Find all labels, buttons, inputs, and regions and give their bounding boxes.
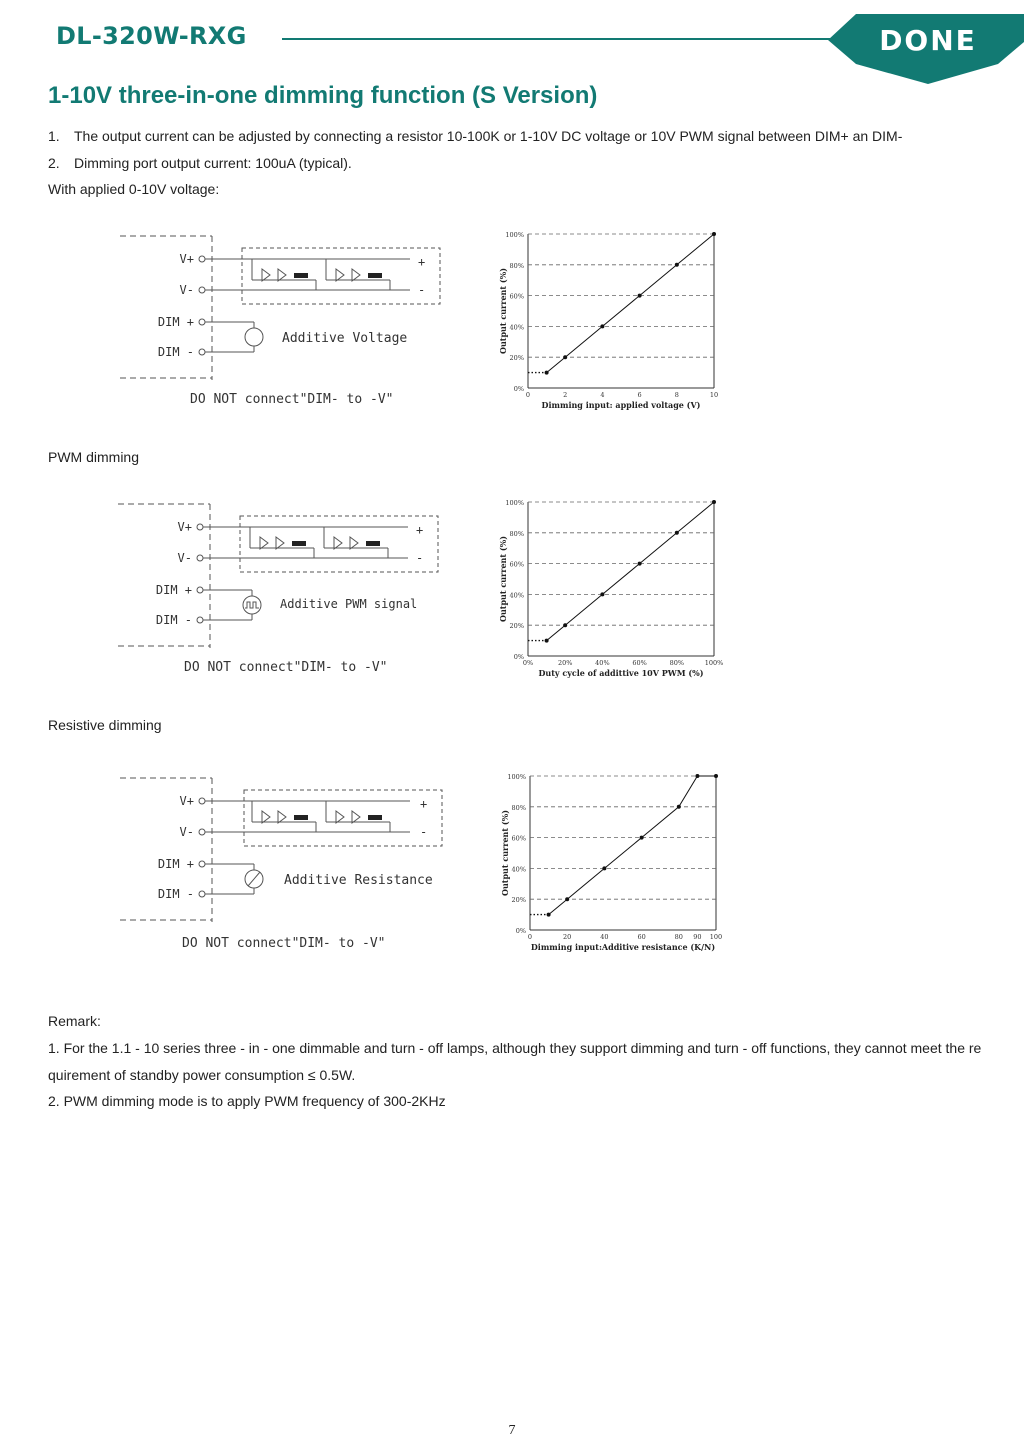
y-tick-label: 100%: [505, 499, 524, 507]
y-tick-label: 20%: [509, 622, 524, 631]
resistive-section-label: Resistive dimming: [48, 717, 162, 733]
data-point: [675, 263, 679, 267]
data-point: [602, 866, 606, 870]
y-tick-label: 0%: [513, 385, 524, 393]
terminal-dimminus: DIM -: [157, 345, 194, 359]
y-axis-label: Output current (%): [500, 809, 510, 897]
terminal-plus: +: [420, 797, 428, 811]
terminal-vplus: V+: [177, 520, 192, 534]
x-tick-label: 100: [709, 933, 723, 941]
applied-voltage-label: With applied 0-10V voltage:: [48, 181, 220, 197]
x-tick-label: 90: [693, 933, 702, 941]
chart-pwm: [494, 494, 730, 684]
warning-text: DO NOT connect"DIM- to -V": [190, 392, 394, 407]
data-point: [547, 913, 551, 917]
y-tick-label: 20%: [511, 896, 526, 905]
terminal-vminus: V-: [179, 825, 194, 839]
chart-voltage: [494, 226, 730, 416]
terminal-vminus: V-: [177, 551, 192, 565]
data-point: [677, 805, 681, 809]
x-tick-label: 4: [600, 391, 605, 399]
page-number: 7: [508, 1423, 516, 1438]
data-point: [600, 324, 604, 328]
data-point: [638, 562, 642, 566]
remark-item-1: 1. For the 1.1 - 10 series three - in - one dimmable and turn - off lamps, although they support dimming and turn - off functions, they cannot meet the re: [48, 1040, 982, 1056]
terminal-vplus: V+: [179, 794, 194, 808]
data-point: [712, 232, 716, 236]
series-line: [547, 502, 714, 641]
source-label: Additive Voltage: [282, 331, 408, 346]
y-tick-label: 100%: [505, 231, 524, 239]
wiring-diagram-voltage: [112, 228, 452, 413]
x-tick-label: 20%: [557, 659, 573, 667]
chart-resistance: [496, 768, 732, 958]
intro-item-1-number: 1.: [48, 128, 60, 144]
y-tick-label: 40%: [509, 591, 524, 600]
y-tick-label: 60%: [511, 834, 526, 843]
terminal-dimplus: DIM +: [157, 315, 194, 329]
warning-text: DO NOT connect"DIM- to -V": [182, 936, 386, 951]
x-tick-label: 40: [600, 933, 609, 941]
x-tick-label: 20: [563, 933, 572, 941]
x-tick-label: 10: [709, 391, 719, 399]
y-tick-label: 80%: [511, 803, 526, 812]
data-point: [675, 531, 679, 535]
data-point: [545, 371, 549, 375]
data-point: [600, 592, 604, 596]
data-point: [714, 774, 718, 778]
terminal-dimminus: DIM -: [157, 887, 194, 901]
y-tick-label: 80%: [509, 261, 524, 270]
terminal-dimplus: DIM +: [157, 857, 194, 871]
terminal-plus: +: [418, 255, 426, 269]
page-title: 1-10V three-in-one dimming function (S Version): [48, 82, 598, 109]
series-line: [547, 234, 714, 373]
terminal-vminus: V-: [179, 283, 194, 297]
data-point: [563, 355, 567, 359]
source-label: Additive Resistance: [284, 873, 433, 888]
x-tick-label: 0: [525, 391, 531, 399]
intro-item-1-text: The output current can be adjusted by connecting a resistor 10-100K or 1-10V DC voltage or 10V PWM signal between DIM+ an DIM-: [74, 128, 903, 144]
remark-label: Remark:: [48, 1013, 101, 1029]
y-tick-label: 100%: [507, 773, 526, 781]
series-line: [549, 776, 716, 915]
x-axis-label: Dimming input:Additive resistance (K/N): [530, 942, 716, 952]
y-axis-label: Output current (%): [498, 535, 508, 623]
x-tick-label: 6: [637, 391, 642, 399]
remark-item-1-continued: quirement of standby power consumption ≤ 0.5W.: [48, 1067, 356, 1083]
logo-text: DONE: [879, 24, 977, 57]
wiring-diagram-resistance: [112, 770, 452, 955]
data-point: [545, 639, 549, 643]
terminal-dimplus: DIM +: [155, 583, 192, 597]
data-point: [640, 836, 644, 840]
terminal-vplus: V+: [179, 252, 194, 266]
y-tick-label: 60%: [509, 560, 524, 569]
header-rule: [282, 38, 842, 40]
terminal-minus: -: [418, 283, 426, 297]
done-logo: [828, 12, 1024, 86]
y-tick-label: 40%: [509, 323, 524, 332]
warning-text: DO NOT connect"DIM- to -V": [184, 660, 388, 675]
model-name: DL-320W-RXG: [56, 22, 247, 50]
terminal-minus: -: [420, 825, 428, 839]
y-tick-label: 60%: [509, 292, 524, 301]
x-tick-label: 100%: [704, 659, 724, 667]
pwm-section-label: PWM dimming: [48, 449, 140, 465]
terminal-plus: +: [416, 523, 424, 537]
terminal-dimminus: DIM -: [155, 613, 192, 627]
x-axis-label: Duty cycle of addittive 10V PWM (%): [538, 668, 704, 678]
x-tick-label: 60%: [632, 659, 647, 667]
data-point: [712, 500, 716, 504]
data-point: [563, 623, 567, 627]
y-axis-label: Output current (%): [498, 267, 508, 355]
y-tick-label: 20%: [509, 354, 524, 363]
y-tick-label: 40%: [511, 865, 526, 874]
remark-item-2: 2. PWM dimming mode is to apply PWM frequency of 300-2KHz: [48, 1093, 446, 1109]
source-label: Additive PWM signal: [280, 597, 418, 611]
x-tick-label: 40%: [595, 659, 610, 667]
y-tick-label: 0%: [515, 927, 526, 935]
x-axis-label: Dimming input: applied voltage (V): [541, 400, 701, 410]
intro-item-2-number: 2.: [48, 155, 60, 171]
x-tick-label: 0: [527, 933, 533, 941]
x-tick-label: 8: [674, 391, 679, 399]
x-tick-label: 80%: [669, 659, 685, 667]
y-tick-label: 80%: [509, 529, 524, 538]
x-tick-label: 2: [563, 391, 568, 399]
x-tick-label: 0%: [522, 659, 534, 667]
x-tick-label: 60: [637, 933, 646, 941]
intro-item-1: [48, 128, 902, 144]
data-point: [695, 774, 699, 778]
intro-item-2: [48, 155, 352, 171]
data-point: [638, 294, 642, 298]
x-tick-label: 80: [674, 933, 683, 941]
intro-item-2-text: Dimming port output current: 100uA (typical).: [74, 155, 352, 171]
data-point: [565, 897, 569, 901]
terminal-minus: -: [416, 551, 424, 565]
y-tick-label: 0%: [513, 653, 524, 661]
wiring-diagram-pwm: [110, 496, 450, 681]
